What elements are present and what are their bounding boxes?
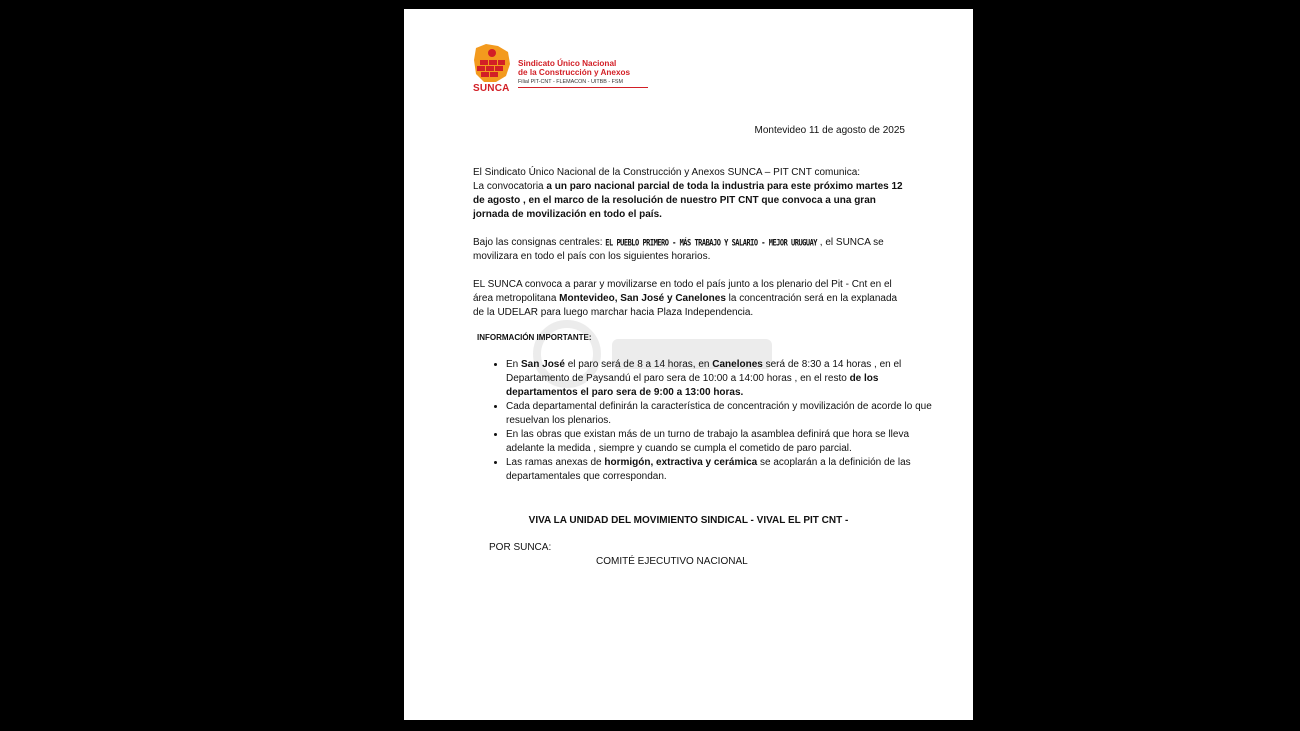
logo-underline (518, 87, 648, 88)
bullet-text: el paro será de 8 a 14 horas, en (564, 359, 713, 370)
announcement-intro: El Sindicato Único Nacional de la Construcción y Anexos SUNCA – PIT CNT comunica: (473, 167, 861, 178)
slogans-outro: , el SUNCA se movilizara en todo el país con los siguientes horarios. (473, 237, 884, 262)
slogans-text: EL PUEBLO PRIMERO - MÁS TRABAJO Y SALARIO - MEJOR URUGUAY (605, 238, 818, 248)
important-info-heading: INFORMACIÓN IMPORTANTE: (477, 333, 592, 342)
list-item: • Cada departamental definirán la característica de concentración y movilización de acorde lo que resuelvan los plenarios. (506, 400, 932, 428)
important-info-list (488, 358, 932, 484)
announcement-bold: a un paro nacional parcial de toda la industria para este próximo martes 12 de agosto , en el marco de la resolución de nuestro PIT CNT que convoca a una gran jornada de movilización en todo el país. (473, 181, 903, 220)
bullet-bold: Canelones (712, 359, 763, 370)
signature-label: POR SUNCA: (489, 542, 552, 553)
paragraph-mobilization (473, 278, 905, 320)
bullet-text: se acoplarán a la definición de las departamentales que correspondan. (506, 457, 911, 482)
paragraph-announcement (473, 166, 905, 222)
announcement-text: La convocatoria (473, 181, 547, 192)
slogans-intro: Bajo las consignas centrales: (473, 237, 606, 248)
bullet-bold: hormigón, extractiva y cerámica (604, 457, 758, 468)
logo-affiliations: Filial PIT-CNT - FLEMACON - UITBB - FSM (518, 79, 624, 85)
document-date: Montevideo 11 de agosto de 2025 (754, 125, 905, 136)
bullet-bold: San José (521, 359, 565, 370)
closing-slogan: VIVA LA UNIDAD DEL MOVIMIENTO SINDICAL - VIVAL EL PIT CNT - (528, 515, 849, 526)
mobilization-text: EL SUNCA convoca a parar y movilizarse en todo el país junto a los plenario del Pit - Cnt en el área metropolitana (473, 279, 892, 304)
logo-name-line2: de la Construcción y Anexos (518, 68, 631, 78)
bullet-text: En (506, 359, 522, 370)
sunca-logo (472, 42, 652, 102)
mobilization-outro: la concentración será en la explanada de la UDELAR para luego marchar hacia Plaza Independencia. (473, 293, 898, 318)
bullet-text: será de 8:30 a 14 horas , en el Departamento de Paysandú el paro sera de 10:00 a 14:00 horas , en el resto (506, 359, 902, 384)
signature-committee: COMITÉ EJECUTIVO NACIONAL (596, 556, 748, 567)
list-item (506, 456, 932, 484)
logo-wordmark: SUNCA (473, 83, 510, 94)
logo-union-name (518, 59, 658, 77)
document-page (404, 9, 973, 720)
bullet-text: Las ramas anexas de (506, 457, 605, 468)
announcement-body (473, 180, 905, 222)
bullet-bold: de los departamentos el paro sera de 9:00 a 13:00 horas. (506, 373, 879, 398)
paragraph-slogans (473, 236, 905, 264)
list-item: • En las obras que existan más de un turno de trabajo la asamblea definirá que hora se lleva adelante la medida , siempre y cuando se cumpla el cometido de paro parcial. (506, 428, 932, 456)
mobilization-bold: Montevideo, San José y Canelones (559, 293, 726, 304)
list-item (506, 358, 932, 400)
logo-name-line1: Sindicato Único Nacional (518, 59, 617, 68)
